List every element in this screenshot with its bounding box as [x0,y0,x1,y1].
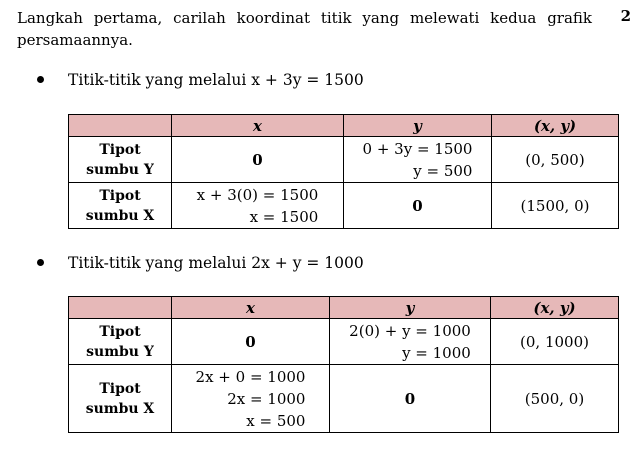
bullet-item-1 [37,71,364,89]
bullet-icon [37,76,44,83]
row-label: Tipot sumbu Y [69,319,172,365]
header-x: x [172,297,330,319]
table-header-row [69,297,619,319]
row-label: Tipot sumbu Y [69,137,172,183]
cell-x: 0 [172,319,330,365]
row-label: Tipot sumbu X [69,365,172,433]
header-y: y [344,115,492,137]
cell-x: 2x + 0 = 1000 2x = 1000 x = 500 [172,365,330,433]
bullet-item-2 [37,254,364,272]
table-1 [68,114,619,229]
cell-point: (0, 1000) [491,319,619,365]
table-2 [68,296,619,433]
table-row [69,183,619,229]
table-row [69,319,619,365]
cell-point: (1500, 0) [492,183,619,229]
table-header-row [69,115,619,137]
bullet-text-1: Titik-titik yang melalui x + 3y = 1500 [68,71,364,89]
cell-point: (0, 500) [492,137,619,183]
header-y: y [330,297,491,319]
header-empty [69,115,172,137]
cell-x: x + 3(0) = 1500 x = 1500 [172,183,344,229]
bullet-text-2: Titik-titik yang melalui 2x + y = 1000 [68,254,364,272]
header-point: (x, y) [492,115,619,137]
cell-y: 0 [344,183,492,229]
bullet-icon [37,259,44,266]
header-empty [69,297,172,319]
header-point: (x, y) [491,297,619,319]
cell-y: 0 + 3y = 1500 y = 500 [344,137,492,183]
table-row [69,365,619,433]
cell-y: 2(0) + y = 1000 y = 1000 [330,319,491,365]
header-x: x [172,115,344,137]
cell-y: 0 [330,365,491,433]
table-row [69,137,619,183]
cell-x: 0 [172,137,344,183]
page-number: 2 [620,7,631,25]
intro-text: Langkah pertama, carilah koordinat titik yang melewati kedua grafik persamaannya. [17,9,592,49]
cell-point: (500, 0) [491,365,619,433]
row-label: Tipot sumbu X [69,183,172,229]
